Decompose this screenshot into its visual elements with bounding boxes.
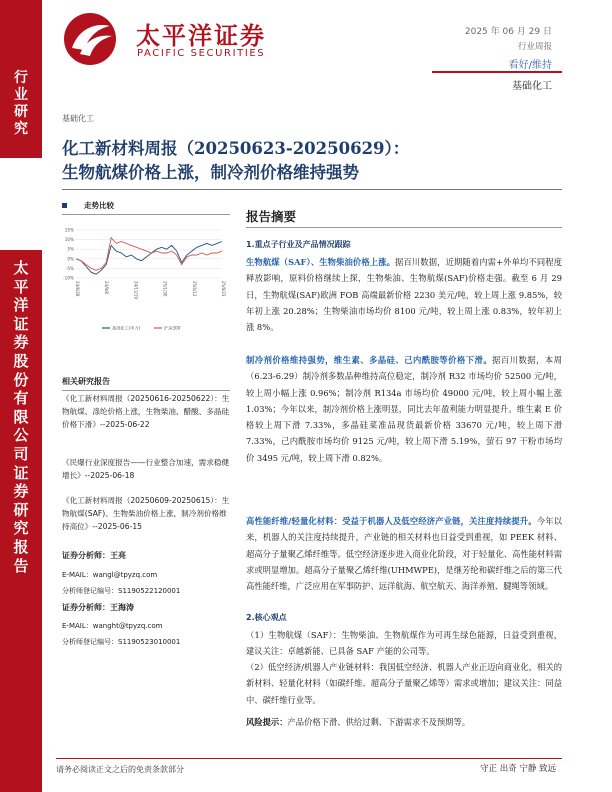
footer-divider [56,758,562,759]
paragraph-highlight: 高性能纤维/轻量化材料：受益于机器人及低空经济产业链，关注度持续提升。 [246,516,537,526]
trend-chart-svg [62,220,230,338]
analyst-role: 证券分析师： [62,551,110,560]
company-logo [60,10,270,68]
footer-disclaimer: 请务必阅读正文之后的免责条款部分 [56,765,184,774]
x-tick-label: 25/4/12 [191,281,197,297]
subcategory-label: 基础化工 [62,114,94,123]
y-tick-label: 15% [64,227,74,233]
risk-body: 产品价格下滑、供给过剩、下游需求不及预期等。 [287,717,471,727]
y-tick-label: 10% [64,237,74,243]
sidebar-gap [0,158,42,250]
risk-warning [246,714,562,730]
report-date: 2025 年 06 月 29 日 [464,27,552,37]
sidebar-bottom-label: 太 平 洋 证 券 股 份 有 限 公 司 证 券 研 究 报 告 [13,259,29,575]
y-tick-label: -5% [65,265,74,271]
summary-paragraph-saf [246,254,562,335]
x-tick-label: 24/6/28 [75,281,80,297]
analyst-2-title [62,602,134,613]
industry-rating: 看好/维持 [508,60,552,71]
paragraph-highlight: 生物航煤（SAF）、生物柴油价格上涨。 [246,257,396,267]
analyst-role: 证券分析师： [62,603,110,612]
core-view-2: （2）低空经济/机器人产业链材料：我国低空经济、机器人产业正迈向商业化，相关的新材料、轻量化材料（如碳纤维、超高分子量聚乙烯等）需求或增加；建议关注：同益中、碳纤维行业等。 [246,662,562,705]
paragraph-highlight: 制冷剂价格维持强势，维生素、多晶硅、己内酰胺等价格下滑。 [246,355,493,365]
related-report-item[interactable]: 《化工新材料周报（20250616-20250622）：生物航煤、涤纶价格上涨，生物柴油、醋酸、多晶硅价格下滑》--2025-06-22 [62,394,230,429]
trend-divider [62,214,230,215]
analyst-name: 王亮 [110,551,126,560]
analyst-1-email[interactable]: E-MAIL：wangl@tpyzq.com [62,571,158,579]
analyst-1-cert: 分析师登记编号：S1190522120001 [62,587,181,595]
paragraph-body: 今年以来，机器人的关注度持续提升，产业链的相关材料也日益受到重视，如 PEEK 材料、超高分子量聚乙烯纤维等。低空经济逐步进入商业化阶段，对于轻量化、高性能材料需求或明显增加。超高分子量聚乙烯纤维(UHMWPE)，是继芳纶和碳纤维之后的第三代高性能纤维，广泛应用在军事防护、远洋航海、航空航天、海洋养殖、腱绳等领域。 [246,516,562,592]
y-tick-label: -10% [63,275,74,281]
paragraph-body: 据百川数据，近期随着内需+外单均不同程度释放影响，原料价格继续上探，生物柴油、生物航煤(SAF)价格走强。截至 6 月 29 日，生物航煤(SAF)欧洲 FOB 高端最新价格 2230 美元/吨，较上周上涨 9.85%，较年初上涨 20.28%；生物柴油市场均价 8100 元/吨，较上周上涨 0.83%，较年初上涨 8%。 [246,257,562,333]
summary-divider [246,227,562,228]
report-title-line2: 生物航煤价格上涨，制冷剂价格维持强势 [62,163,359,182]
section-heading-1: 1.重点子行业及产品情况跟踪 [246,240,351,249]
summary-heading: 报告摘要 [246,209,297,224]
core-view-1: （1）生物航煤（SAF）：生物柴油、生物航煤作为可再生绿色能源，日益受到重视，建议关注：卓越新能、已具备 SAF 产能的公司等。 [246,630,562,657]
footer-motto: 守正 出奇 宁静 致远 [480,764,557,774]
legend-label: 基础化工(申万) [112,325,141,331]
summary-paragraph-refrigerant [246,352,562,466]
risk-label: 风险提示： [246,717,288,727]
trend-heading [62,200,230,212]
logo-chinese-name: 太平洋证券 [136,22,266,50]
analyst-name: 王海涛 [110,603,134,612]
trend-chart [62,220,230,338]
x-tick-label: 25/6/23 [221,281,226,297]
section-heading-2: 2.核心观点 [246,613,287,622]
x-tick-label: 24/9/8 [104,281,110,294]
analyst-2-email[interactable]: E-MAIL：wanght@tpyzq.com [62,622,163,630]
related-report-item[interactable]: 《化工新材料周报（20250609-20250615）：生物航煤(SAF)、生物柴油价格上涨，制冷剂价格维持高位》--2025-06-15 [62,496,230,531]
sector-label: 基础化工 [512,81,552,92]
header-divider [432,71,562,73]
x-tick-label: 25/1/30 [162,281,168,297]
analyst-1-title [62,550,126,561]
logo-english-name: PACIFIC SECURITIES [137,48,266,59]
logo-mark-icon [60,10,120,68]
report-type: 行业周报 [517,42,552,52]
legend-label: 沪深300 [164,325,181,331]
related-report-item[interactable]: 《民爆行业深度报告——行业整合加速，需求稳健增长》--2025-06-18 [62,458,230,480]
analyst-2-cert: 分析师登记编号：S1190523010001 [62,638,181,646]
summary-paragraph-fiber [246,513,562,594]
bullet-square-icon [62,203,67,208]
x-tick-label: 24/11/19 [133,281,139,299]
trend-heading-text: 走势比较 [84,201,114,210]
y-tick-label: 5% [67,246,74,252]
title-divider [62,189,562,190]
series-line [76,238,222,271]
related-divider [62,390,230,391]
related-heading: 相关研究报告 [62,377,110,386]
sidebar-top-label: 行 业 研 究 [14,70,28,137]
paragraph-body: 据百川数据，本周（6.23-6.29）制冷剂多数品种维持高位稳定，制冷剂 R32 市场均价 52500 元/吨，较上周小幅上涨 0.96%；制冷剂 R134a 市场均价 49000 元/吨，较上周小幅上涨 1.03%；今年以来，制冷剂价格上涨明显，同比去年盈利能力明显提升。维生素 E 价格较上周下滑 7.33%，多晶硅菜准品现货最新价格 33670 元/吨，较上周下滑 7.33%，己内酰胺市场均价 9125 元/吨，较上周下滑 5.19%，萤石 97 干粉市场均价 3495 元/吨，较上周下滑 0.82%。 [246,355,562,463]
report-title-line1: 化工新材料周报（20250623-20250629）： [62,139,410,158]
y-tick-label: 0% [67,256,74,262]
